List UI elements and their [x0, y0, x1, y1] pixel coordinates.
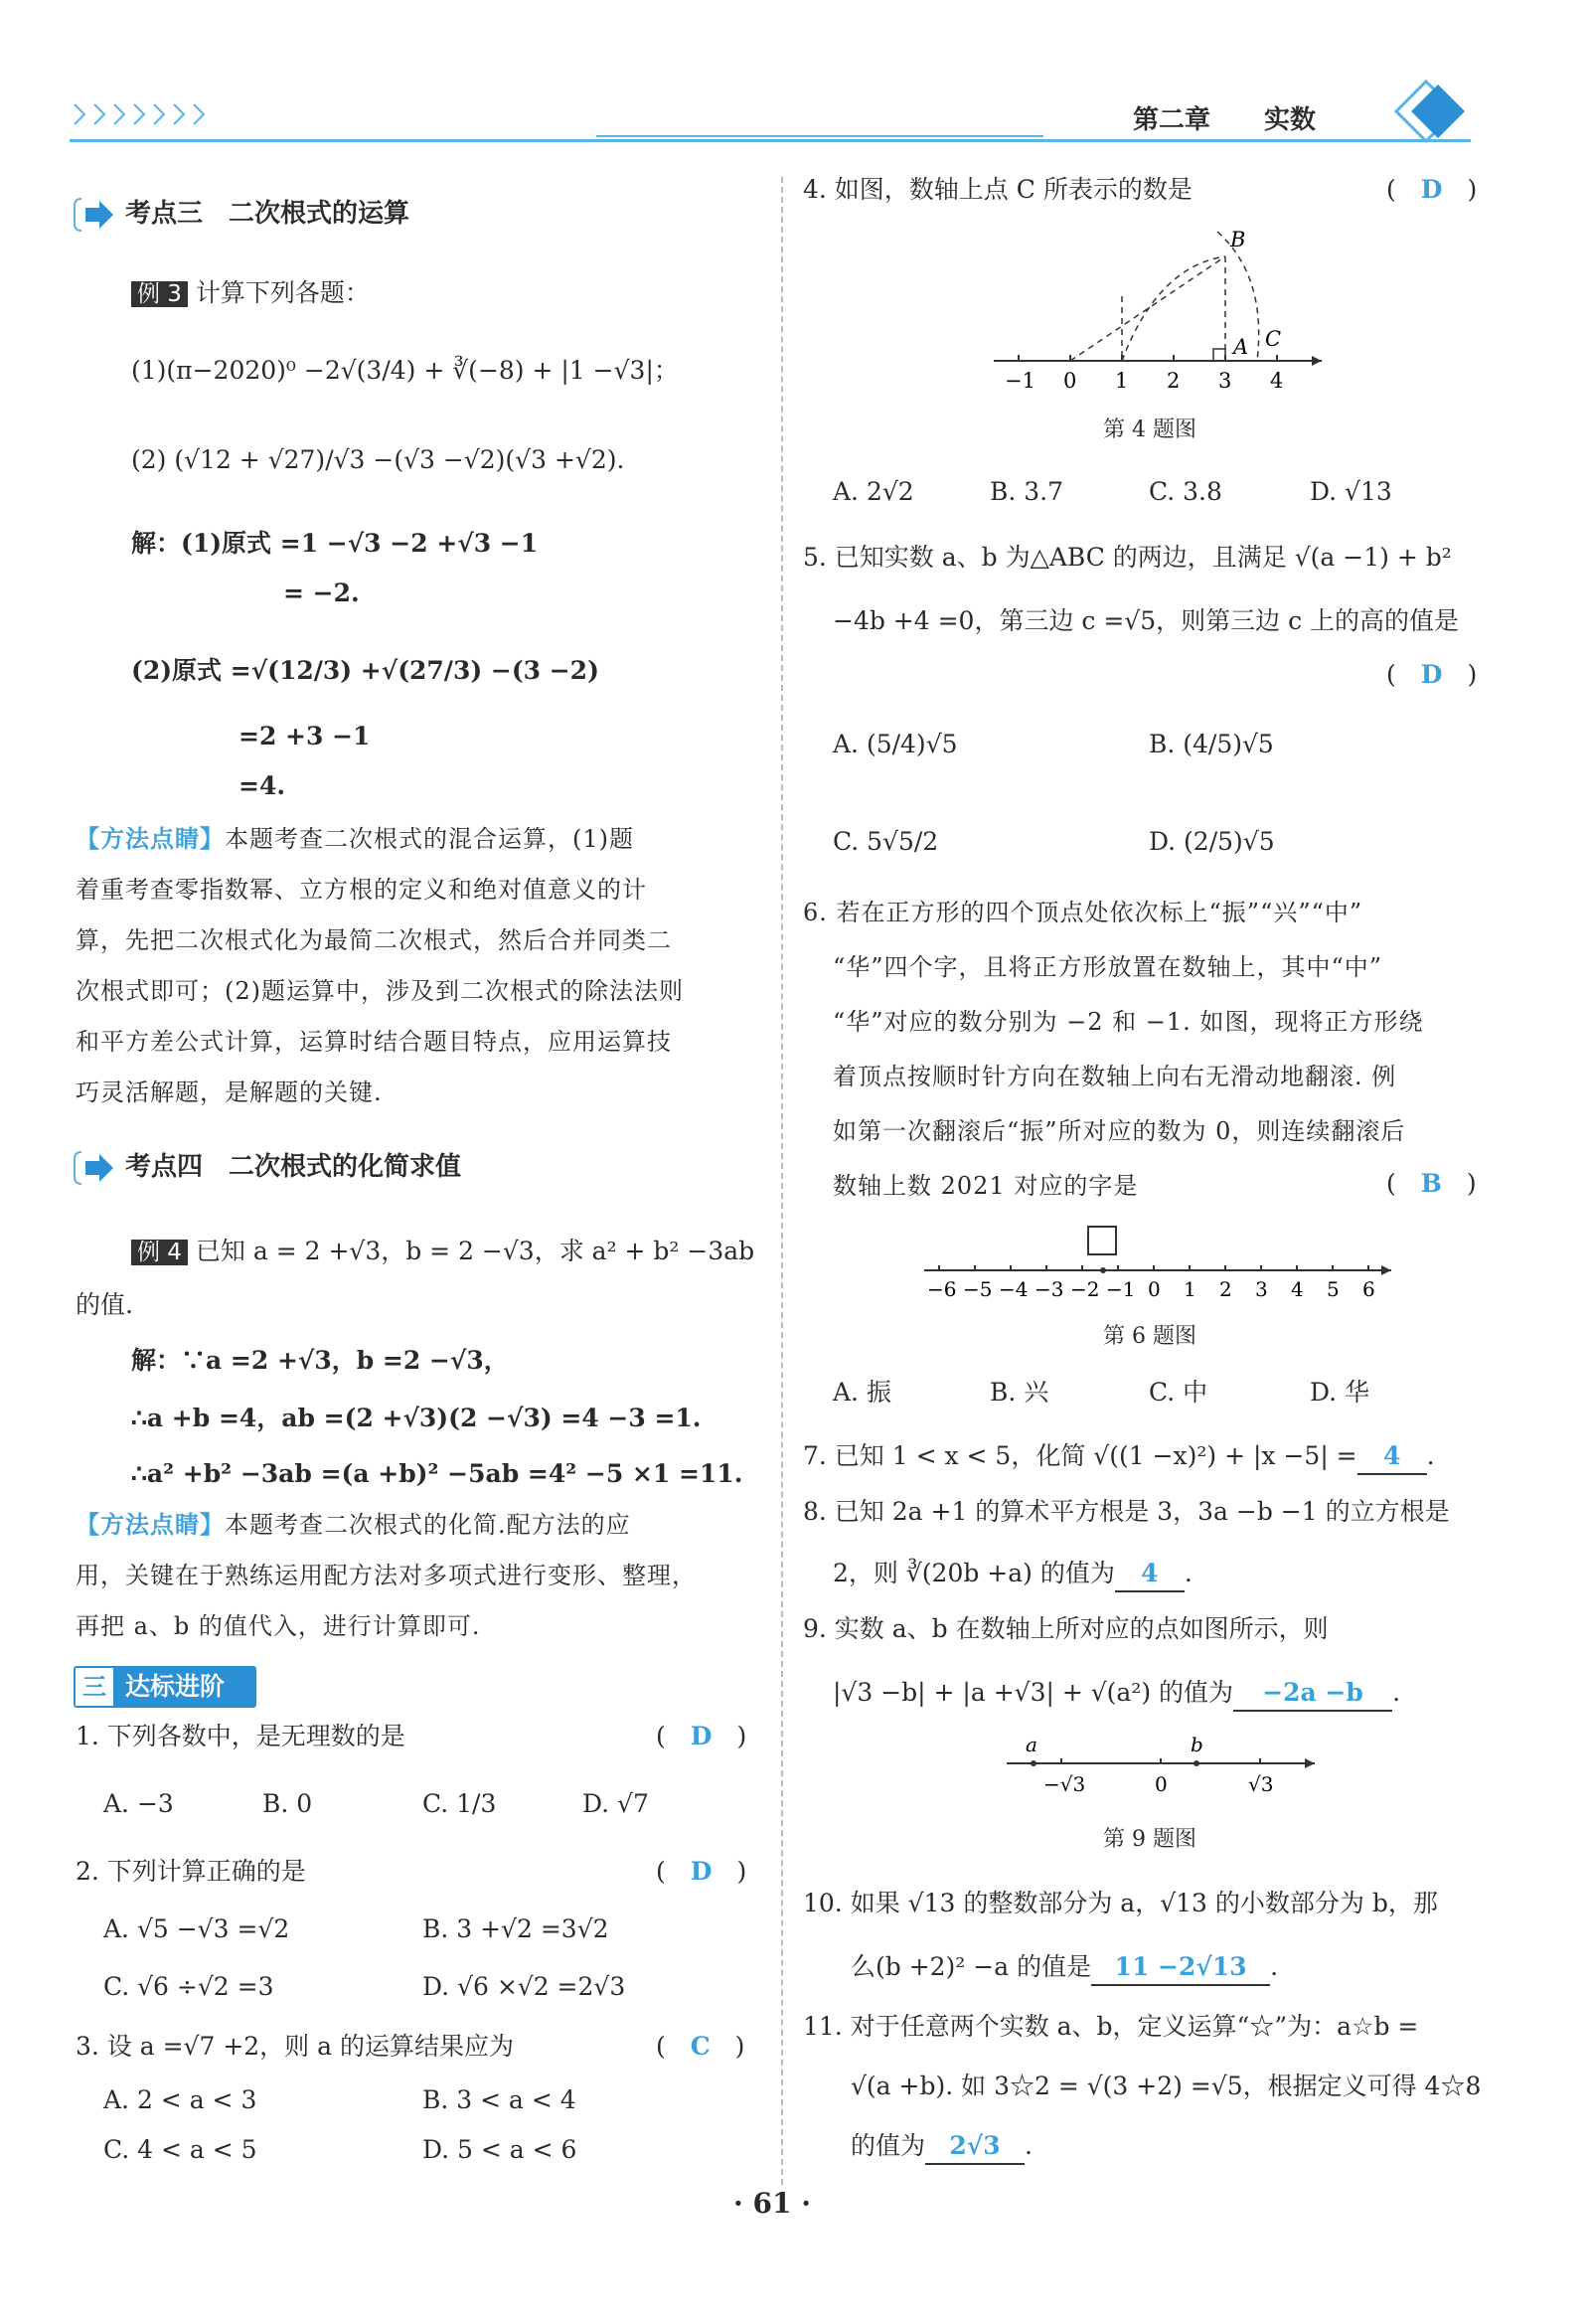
solution-4-line3: ∴a² +b² −3ab =(a +b)² −5ab =4² −5 ×1 =11. [131, 1459, 743, 1488]
q5-option-a: A. (5/4)√5 [833, 730, 958, 758]
example-3-tag: 例 3 [131, 281, 188, 307]
section-marker-icon [72, 1149, 121, 1187]
header-rule-thin [596, 135, 1043, 137]
solution-3-line2: = −2. [283, 579, 360, 607]
fig4-tick-label: −1 [1005, 369, 1035, 393]
figure-6 [919, 1221, 1396, 1300]
figure-4 [989, 227, 1327, 396]
question-7: 7. 已知 1 < x < 5，化简 √((1 −x)²) + |x −5| = 4 . [803, 1439, 1435, 1475]
fig9-label-a: a [1026, 1733, 1037, 1756]
solution-3-line3: (2)原式 =√(12/3) +√(27/3) −(3 −2) [131, 656, 599, 685]
q4-option-d: D. √13 [1310, 477, 1392, 506]
solution-3-line1: 解：(1)原式 =1 −√3 −2 +√3 −1 [131, 529, 539, 558]
section-3-title: 考点三 二次根式的运算 [125, 199, 410, 229]
question-6-answer: ( B ) [1386, 1169, 1477, 1198]
practice-section-title: 达标进阶 [125, 1672, 226, 1701]
q8-answer: 4 [1115, 1557, 1185, 1592]
q2-option-a: A. √5 −√3 =√2 [103, 1914, 290, 1943]
practice-section-header [74, 1666, 256, 1708]
q1-option-d: D. √7 [582, 1789, 649, 1818]
example-4-tag: 例 4 [131, 1240, 188, 1265]
question-9-line2: |√3 −b| + |a +√3| + √(a²) 的值为 −2a −b . [833, 1676, 1400, 1712]
column-divider [781, 177, 783, 2185]
section-marker-icon [72, 196, 121, 234]
question-9-line1: 9. 实数 a、b 在数轴上所对应的点如图所示，则 [803, 1614, 1329, 1643]
fig6-tick-label: 2 [1219, 1277, 1232, 1300]
q4-option-b: B. 3.7 [990, 477, 1064, 506]
question-5-line1: 5. 已知实数 a、b 为△ABC 的两边，且满足 √(a −1) + b² [803, 543, 1452, 572]
q3-option-b: B. 3 < a < 4 [422, 2085, 576, 2114]
question-10-line1: 10. 如果 √13 的整数部分为 a，√13 的小数部分为 b，那 [803, 1889, 1438, 1917]
q10-answer: 11 −2√13 [1091, 1950, 1270, 1986]
question-8-line1: 8. 已知 2a +1 的算术平方根是 3，3a −b −1 的立方根是 [803, 1497, 1450, 1526]
fig9-label-zero: 0 [1155, 1772, 1168, 1796]
example-4-text2: 的值. [76, 1290, 133, 1319]
example-4 [131, 1235, 754, 1269]
page-number: · 61 · [733, 2187, 811, 2220]
q2-option-b: B. 3 +√2 =3√2 [422, 1914, 609, 1943]
practice-section-num: 三 [76, 1668, 113, 1706]
question-6: 6. 若在正方形的四个顶点处依次标上“振”“兴”“中” “华”四个字，且将正方形放置在数轴上，其中“中” “华”对应的数分别为 −2 和 −1. 如图，现将正方形绕 着顶点按顺时针方向在数轴上向右无滑动地翻滚. 例 如第一次翻滚后“振”所对应的数为 0，则连续翻滚后 数轴上数 2021 对应的字是 [803, 899, 1424, 1200]
chapter-label: 第二章 [1133, 105, 1211, 135]
question-11-line2: √(a +b). 如 3☆2 = √(3 +2) =√5，根据定义可得 4☆8 [851, 2072, 1482, 2100]
fig6-tick-label: 4 [1291, 1277, 1304, 1300]
q9-answer: −2a −b [1233, 1676, 1392, 1712]
question-2: 2. 下列计算正确的是 [76, 1857, 306, 1886]
fig6-tick-label: −3 [1034, 1277, 1064, 1300]
fig6-tick-label: 6 [1362, 1277, 1375, 1300]
method-tip-4: 【方法点睛】本题考查二次根式的化简.配方法的应 用，关键在于熟练运用配方法对多项式进行变形、整理， 再把 a、b 的值代入，进行计算即可. [76, 1510, 697, 1640]
question-8-line2: 2，则 ∛(20b +a) 的值为 4 . [833, 1557, 1193, 1592]
q11-answer: 2√3 [925, 2129, 1025, 2165]
chapter-title: 实数 [1264, 105, 1317, 135]
header-decoration [70, 99, 239, 129]
q2-option-c: C. √6 ÷√2 =3 [103, 1972, 274, 2001]
q5-option-b: B. (4/5)√5 [1149, 730, 1274, 758]
example-3-part1: (1)(π−2020)⁰ −2√(3/4) + ∛(−8) + |1 −√3|； [131, 356, 679, 385]
question-2-answer: ( D ) [656, 1857, 747, 1886]
example-3-text: 计算下列各题： [195, 278, 370, 307]
q5-option-c: C. 5√5/2 [833, 827, 939, 856]
q6-option-a: A. 振 [833, 1378, 891, 1407]
question-4-answer: ( D ) [1386, 175, 1478, 204]
question-1-answer: ( D ) [656, 1722, 747, 1750]
fig9-label-sqrt3: √3 [1248, 1772, 1274, 1796]
fig9-label-neg-sqrt3: −√3 [1043, 1772, 1086, 1796]
fig6-tick-label: −6 [927, 1277, 957, 1300]
fig6-tick-label: 3 [1255, 1277, 1268, 1300]
solution-4-line1: 解：∵a =2 +√3，b =2 −√3， [131, 1346, 509, 1375]
q3-option-d: D. 5 < a < 6 [422, 2135, 577, 2164]
diamond-logo-icon [1366, 72, 1476, 151]
figure-9-caption: 第 9 题图 [1103, 1827, 1196, 1852]
example-3 [131, 276, 370, 311]
fig9-label-b: b [1191, 1733, 1203, 1756]
question-5-answer: ( D ) [1386, 660, 1478, 689]
figure-9 [1002, 1730, 1320, 1809]
figure-4-caption: 第 4 题图 [1103, 417, 1196, 442]
q3-option-a: A. 2 < a < 3 [103, 2085, 257, 2114]
question-3-answer: ( C ) [656, 2032, 745, 2061]
question-5-line2: −4b +4 =0，第三边 c =√5，则第三边 c 上的高的值是 [833, 606, 1460, 635]
fig6-tick-labels [927, 1277, 1375, 1300]
example-3-part2: (2) (√12 + √27)/√3 −(√3 −√2)(√3 +√2). [131, 445, 625, 474]
figure-6-caption: 第 6 题图 [1103, 1324, 1196, 1349]
fig4-point-c: C [1265, 327, 1282, 351]
fig4-point-b: B [1230, 228, 1246, 251]
fig6-tick-label: −5 [963, 1277, 993, 1300]
q6-option-c: C. 中 [1149, 1378, 1208, 1407]
solution-3-line5: =4. [239, 771, 286, 800]
fig6-tick-label: −1 [1106, 1277, 1136, 1300]
solution-4-line2: ∴a +b =4，ab =(2 +√3)(2 −√3) =4 −3 =1. [131, 1404, 702, 1432]
question-4: 4. 如图，数轴上点 C 所表示的数是 [803, 175, 1193, 204]
q6-option-b: B. 兴 [990, 1378, 1049, 1407]
q4-option-a: A. 2√2 [833, 477, 914, 506]
tip-label: 【方法点睛】 [76, 824, 225, 853]
header-rule [70, 139, 1471, 142]
q3-option-c: C. 4 < a < 5 [103, 2135, 257, 2164]
fig6-tick-label: 1 [1184, 1277, 1196, 1300]
question-11-line3: 的值为 2√3 . [851, 2129, 1033, 2165]
method-tip-3: 【方法点睛】本题考查二次根式的混合运算，(1)题 着重考查零指数幂、立方根的定义和绝对值意义的计 算，先把二次根式化为最简二次根式，然后合并同类二 次根式即可；(2)题运算中，涉及到二次根式的除法法则 和平方差公式计算，运算时结合题目特点，应用运算技 巧灵活解题，是解题的关键. [76, 824, 684, 1106]
q7-answer: 4 [1357, 1439, 1427, 1475]
solution-3-line4: =2 +3 −1 [239, 722, 371, 750]
fig4-tick-label: 1 [1115, 369, 1129, 393]
q1-option-a: A. −3 [103, 1789, 174, 1818]
question-3: 3. 设 a =√7 +2，则 a 的运算结果应为 [76, 2032, 514, 2061]
fig6-tick-label: −4 [999, 1277, 1029, 1300]
section-4-title: 考点四 二次根式的化简求值 [125, 1152, 462, 1182]
fig4-point-a: A [1233, 335, 1249, 359]
q5-option-d: D. (2/5)√5 [1149, 827, 1275, 856]
question-11-line1: 11. 对于任意两个实数 a、b，定义运算“☆”为：a☆b = [803, 2012, 1419, 2041]
fig4-tick-label: 0 [1063, 369, 1077, 393]
fig6-tick-label: −2 [1070, 1277, 1100, 1300]
fig4-tick-label: 2 [1167, 369, 1181, 393]
fig6-tick-label: 5 [1327, 1277, 1340, 1300]
q4-option-c: C. 3.8 [1149, 477, 1222, 506]
q1-option-b: B. 0 [262, 1789, 313, 1818]
fig4-tick-label: 4 [1270, 369, 1284, 393]
q6-option-d: D. 华 [1310, 1378, 1370, 1407]
example-4-text: 已知 a = 2 +√3，b = 2 −√3，求 a² + b² −3ab [195, 1237, 755, 1265]
fig6-tick-label: 0 [1148, 1277, 1161, 1300]
q1-option-c: C. 1/3 [422, 1789, 497, 1818]
fig4-tick-label: 3 [1218, 369, 1232, 393]
question-1: 1. 下列各数中，是无理数的是 [76, 1722, 405, 1750]
question-10-line2: 么(b +2)² −a 的值是 11 −2√13 . [851, 1950, 1278, 1986]
q2-option-d: D. √6 ×√2 =2√3 [422, 1972, 626, 2001]
